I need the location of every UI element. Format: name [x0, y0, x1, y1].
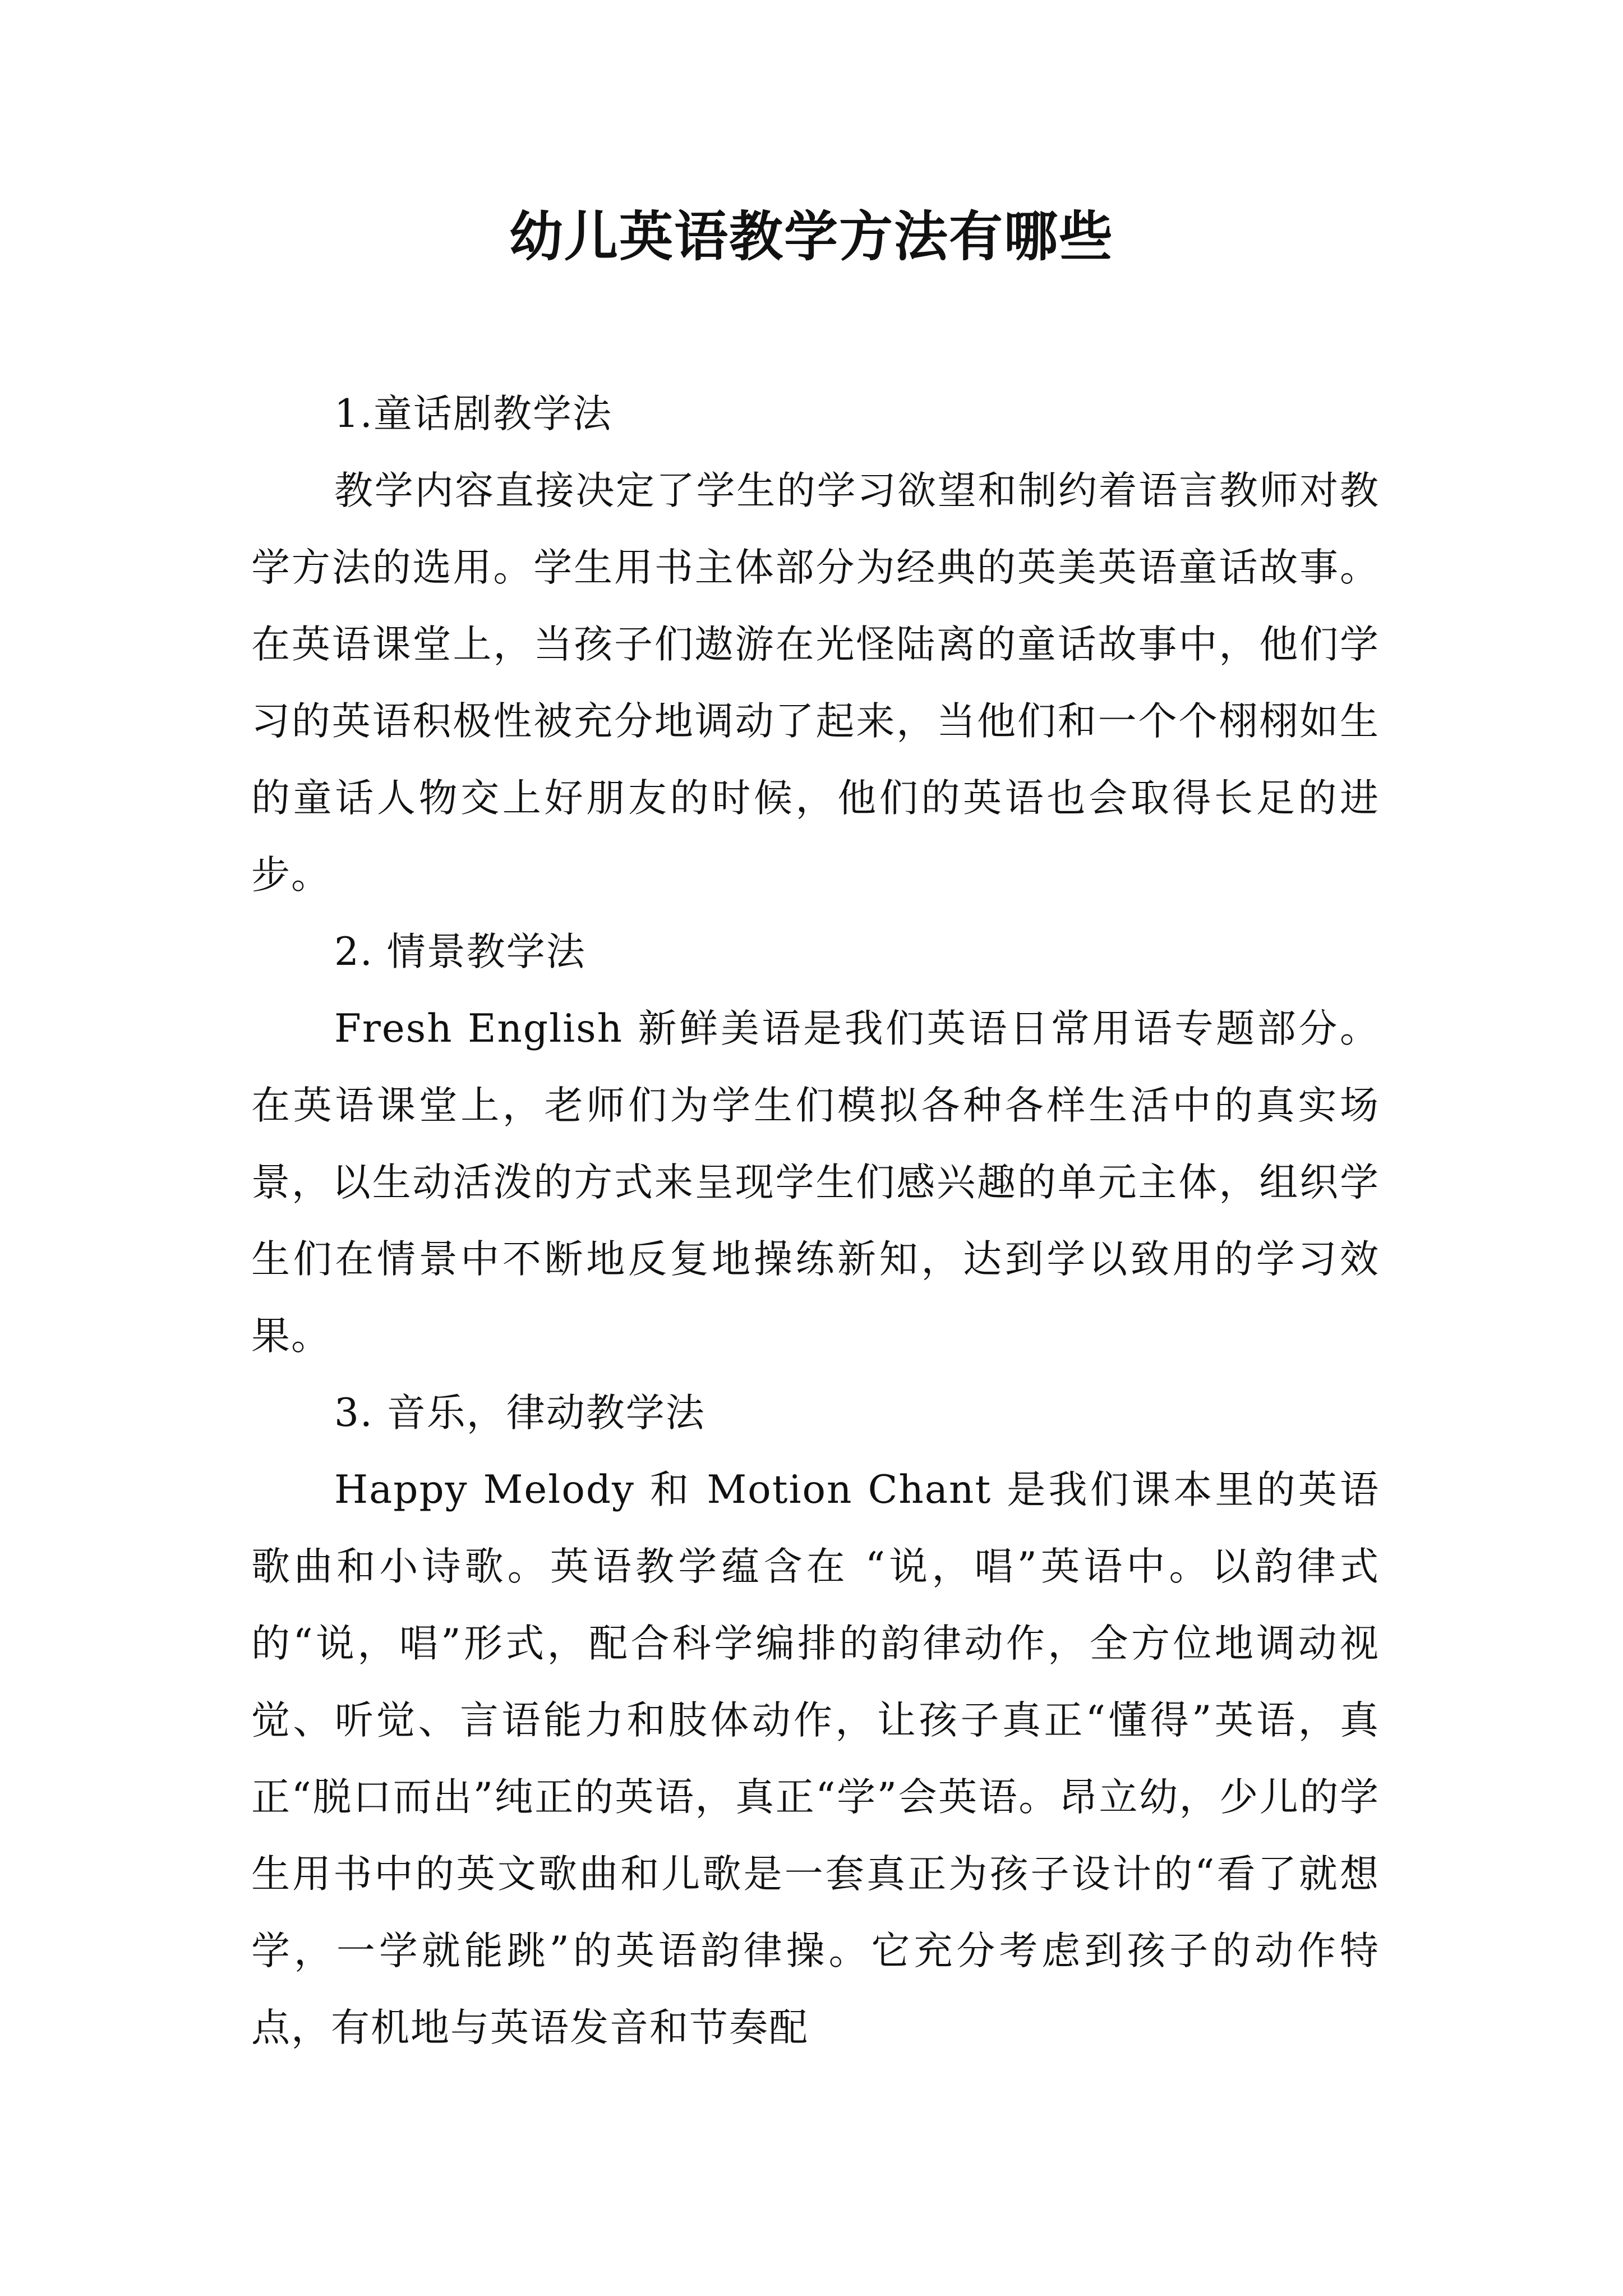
document-title: 幼儿英语教学方法有哪些 [509, 205, 1114, 268]
section-heading-1: 1.童话剧教学法 [334, 392, 612, 436]
paragraph-3: Happy Melody 和 Motion Chant 是我们课本里的英语歌曲和小诗歌。英语教学蕴含在 “说，唱”英语中。以韵律式的“说，唱”形式，配合科学编排的韵律动作，全方位地调动视觉、听觉、言语能力和肢体动作，让孩子真正“懂得”英语，真正“脱口而出”纯正的英语，真正“学”会英语。昂立幼，少儿的学生用书中的英文歌曲和儿歌是一套真正为孩子设计的“看了就想学，一学就能跳”的英语韵律操。它充分考虑到孩子的动作特点，有机地与英语发音和节奏配 [251, 1467, 1380, 2050]
section-heading-3: 3. 音乐，律动教学法 [334, 1391, 706, 1435]
document-body [251, 376, 1380, 2067]
section-heading-2: 2. 情景教学法 [334, 930, 586, 974]
paragraph-2: Fresh English 新鲜美语是我们英语日常用语专题部分。在英语课堂上，老师们为学生们模拟各种各样生活中的真实场景，以生动活泼的方式来呈现学生们感兴趣的单元主体，组织学生们在情景中不断地反复地操练新知，达到学以致用的学习效果。 [251, 1006, 1380, 1359]
paragraph-1: 教学内容直接决定了学生的学习欲望和制约着语言教师对教学方法的选用。学生用书主体部分为经典的英美英语童话故事。在英语课堂上，当孩子们遨游在光怪陆离的童话故事中，他们学习的英语积极性被充分地调动了起来，当他们和一个个栩栩如生的童话人物交上好朋友的时候，他们的英语也会取得长足的进步。 [251, 468, 1380, 898]
